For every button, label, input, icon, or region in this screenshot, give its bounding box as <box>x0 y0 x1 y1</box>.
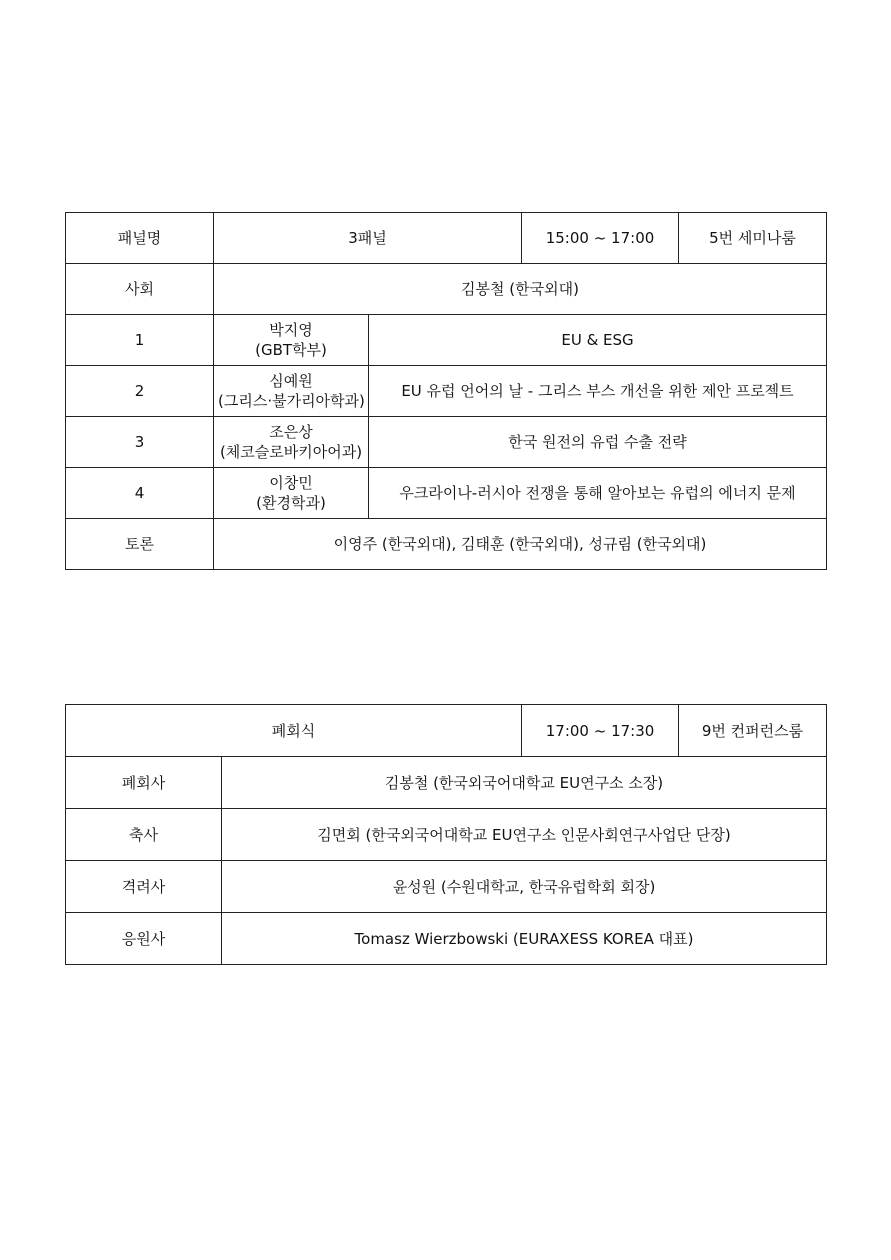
presenter-name: 조은상 <box>269 423 313 441</box>
presenter-cell <box>214 417 369 468</box>
closing-ceremony-table <box>65 704 827 965</box>
presenter-cell <box>214 366 369 417</box>
presenter-affiliation: (GBT학부) <box>255 341 327 359</box>
presentation-row <box>66 468 827 519</box>
presenter-cell <box>214 468 369 519</box>
closing-row-value: Tomasz Wierzbowski (EURAXESS KOREA 대표) <box>222 913 827 965</box>
presentation-title: 한국 원전의 유럽 수출 전략 <box>369 417 827 468</box>
presentation-row <box>66 315 827 366</box>
panel-room: 5번 세미나룸 <box>679 213 827 264</box>
presenter-affiliation: (그리스·불가리아학과) <box>218 392 365 410</box>
panel-header-row <box>66 213 827 264</box>
moderator-value: 김봉철 (한국외대) <box>214 264 827 315</box>
presenter-affiliation: (환경학과) <box>256 494 326 512</box>
moderator-row <box>66 264 827 315</box>
panel-name: 3패널 <box>214 213 522 264</box>
closing-header-row <box>66 705 827 757</box>
moderator-label: 사회 <box>66 264 214 315</box>
closing-row <box>66 913 827 965</box>
presentation-number: 4 <box>66 468 214 519</box>
panel-name-label: 패널명 <box>66 213 214 264</box>
presenter-name: 박지영 <box>269 321 313 339</box>
presenter-cell <box>214 315 369 366</box>
presentation-row <box>66 417 827 468</box>
closing-row-value: 김봉철 (한국외국어대학교 EU연구소 소장) <box>222 757 827 809</box>
presenter-name: 심예원 <box>269 372 313 390</box>
presenter-name: 이창민 <box>269 474 313 492</box>
discussion-value: 이영주 (한국외대), 김태훈 (한국외대), 성규림 (한국외대) <box>214 519 827 570</box>
presentation-title: 우크라이나-러시아 전쟁을 통해 알아보는 유럽의 에너지 문제 <box>369 468 827 519</box>
closing-row-label: 축사 <box>66 809 222 861</box>
closing-time: 17:00 ~ 17:30 <box>522 705 679 757</box>
presentation-number: 3 <box>66 417 214 468</box>
closing-row-label: 응원사 <box>66 913 222 965</box>
closing-room: 9번 컨퍼런스룸 <box>679 705 827 757</box>
discussion-row <box>66 519 827 570</box>
closing-row <box>66 757 827 809</box>
panel-time: 15:00 ~ 17:00 <box>522 213 679 264</box>
closing-row-value: 윤성원 (수원대학교, 한국유럽학회 회장) <box>222 861 827 913</box>
closing-row-value: 김면회 (한국외국어대학교 EU연구소 인문사회연구사업단 단장) <box>222 809 827 861</box>
closing-row-label: 격려사 <box>66 861 222 913</box>
closing-row <box>66 809 827 861</box>
closing-title: 폐회식 <box>66 705 522 757</box>
presentation-title: EU 유럽 언어의 날 - 그리스 부스 개선을 위한 제안 프로젝트 <box>369 366 827 417</box>
closing-row <box>66 861 827 913</box>
presenter-affiliation: (체코슬로바키아어과) <box>219 443 363 461</box>
presentation-title: EU & ESG <box>369 315 827 366</box>
presentation-number: 1 <box>66 315 214 366</box>
panel-schedule-table <box>65 212 827 570</box>
closing-row-label: 폐회사 <box>66 757 222 809</box>
presentation-number: 2 <box>66 366 214 417</box>
presentation-row <box>66 366 827 417</box>
discussion-label: 토론 <box>66 519 214 570</box>
